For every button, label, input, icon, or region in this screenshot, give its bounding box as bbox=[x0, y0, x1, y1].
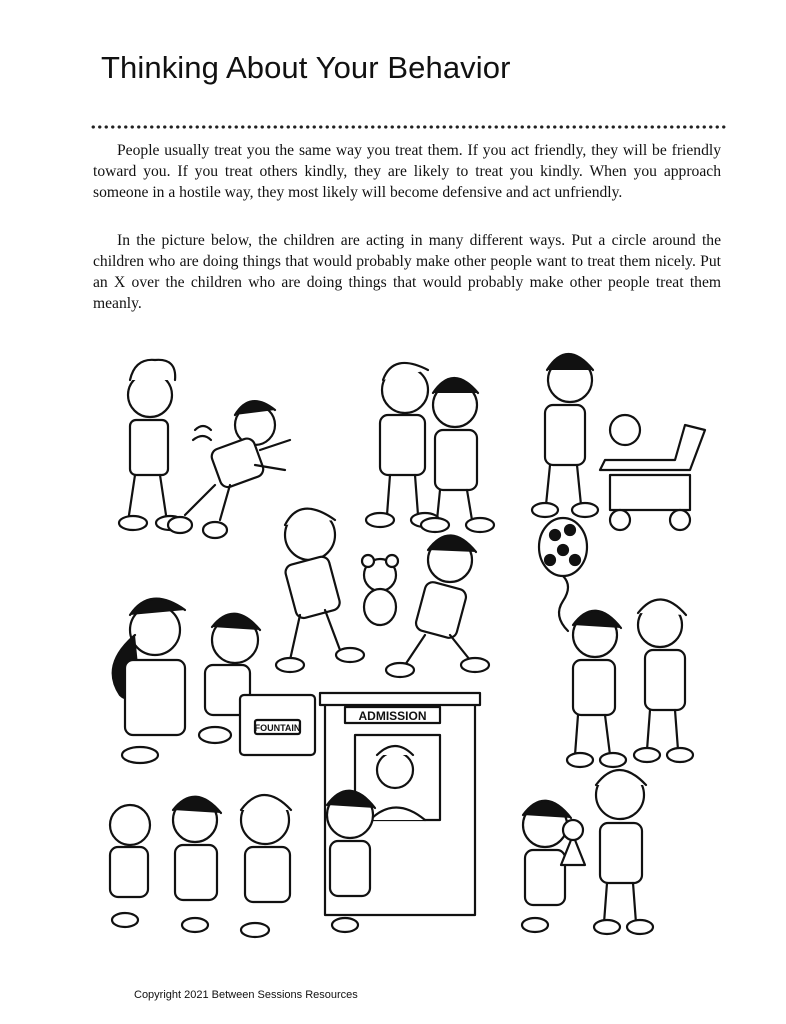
admission-sign-text: ADMISSION bbox=[358, 709, 427, 723]
copyright-text: Copyright 2021 Between Sessions Resources bbox=[134, 989, 358, 1001]
pushing-scene bbox=[119, 360, 290, 538]
fountain-scene bbox=[113, 599, 315, 763]
children-behavior-illustration bbox=[95, 335, 715, 975]
tongue-out-scene bbox=[567, 599, 693, 767]
balloon bbox=[539, 518, 587, 631]
page-title: Thinking About Your Behavior bbox=[101, 50, 511, 85]
comforting-scene bbox=[366, 363, 494, 532]
stroller-scene bbox=[532, 354, 705, 530]
instructions-paragraph: In the picture below, the children are acting in many different ways. Put a circle around the children who are doing things that would probably make other people want to treat them nicely. Put an X over the children who are doing things that would probably make other people treat them meanly. bbox=[93, 232, 721, 312]
dotted-divider bbox=[90, 124, 726, 130]
intro-paragraph: People usually treat you the same way you treat them. If you act friendly, they will be friendly toward you. If you treat others kindly, they are likely to treat you kindly. When you approach someone in a hostile way, they most likely will become defensive and act unfriendly. bbox=[93, 142, 721, 201]
teddy-bear-scene bbox=[276, 509, 489, 677]
fountain-sign-text: FOUNTAIN bbox=[254, 723, 301, 733]
ice-cream-scene bbox=[522, 770, 653, 934]
